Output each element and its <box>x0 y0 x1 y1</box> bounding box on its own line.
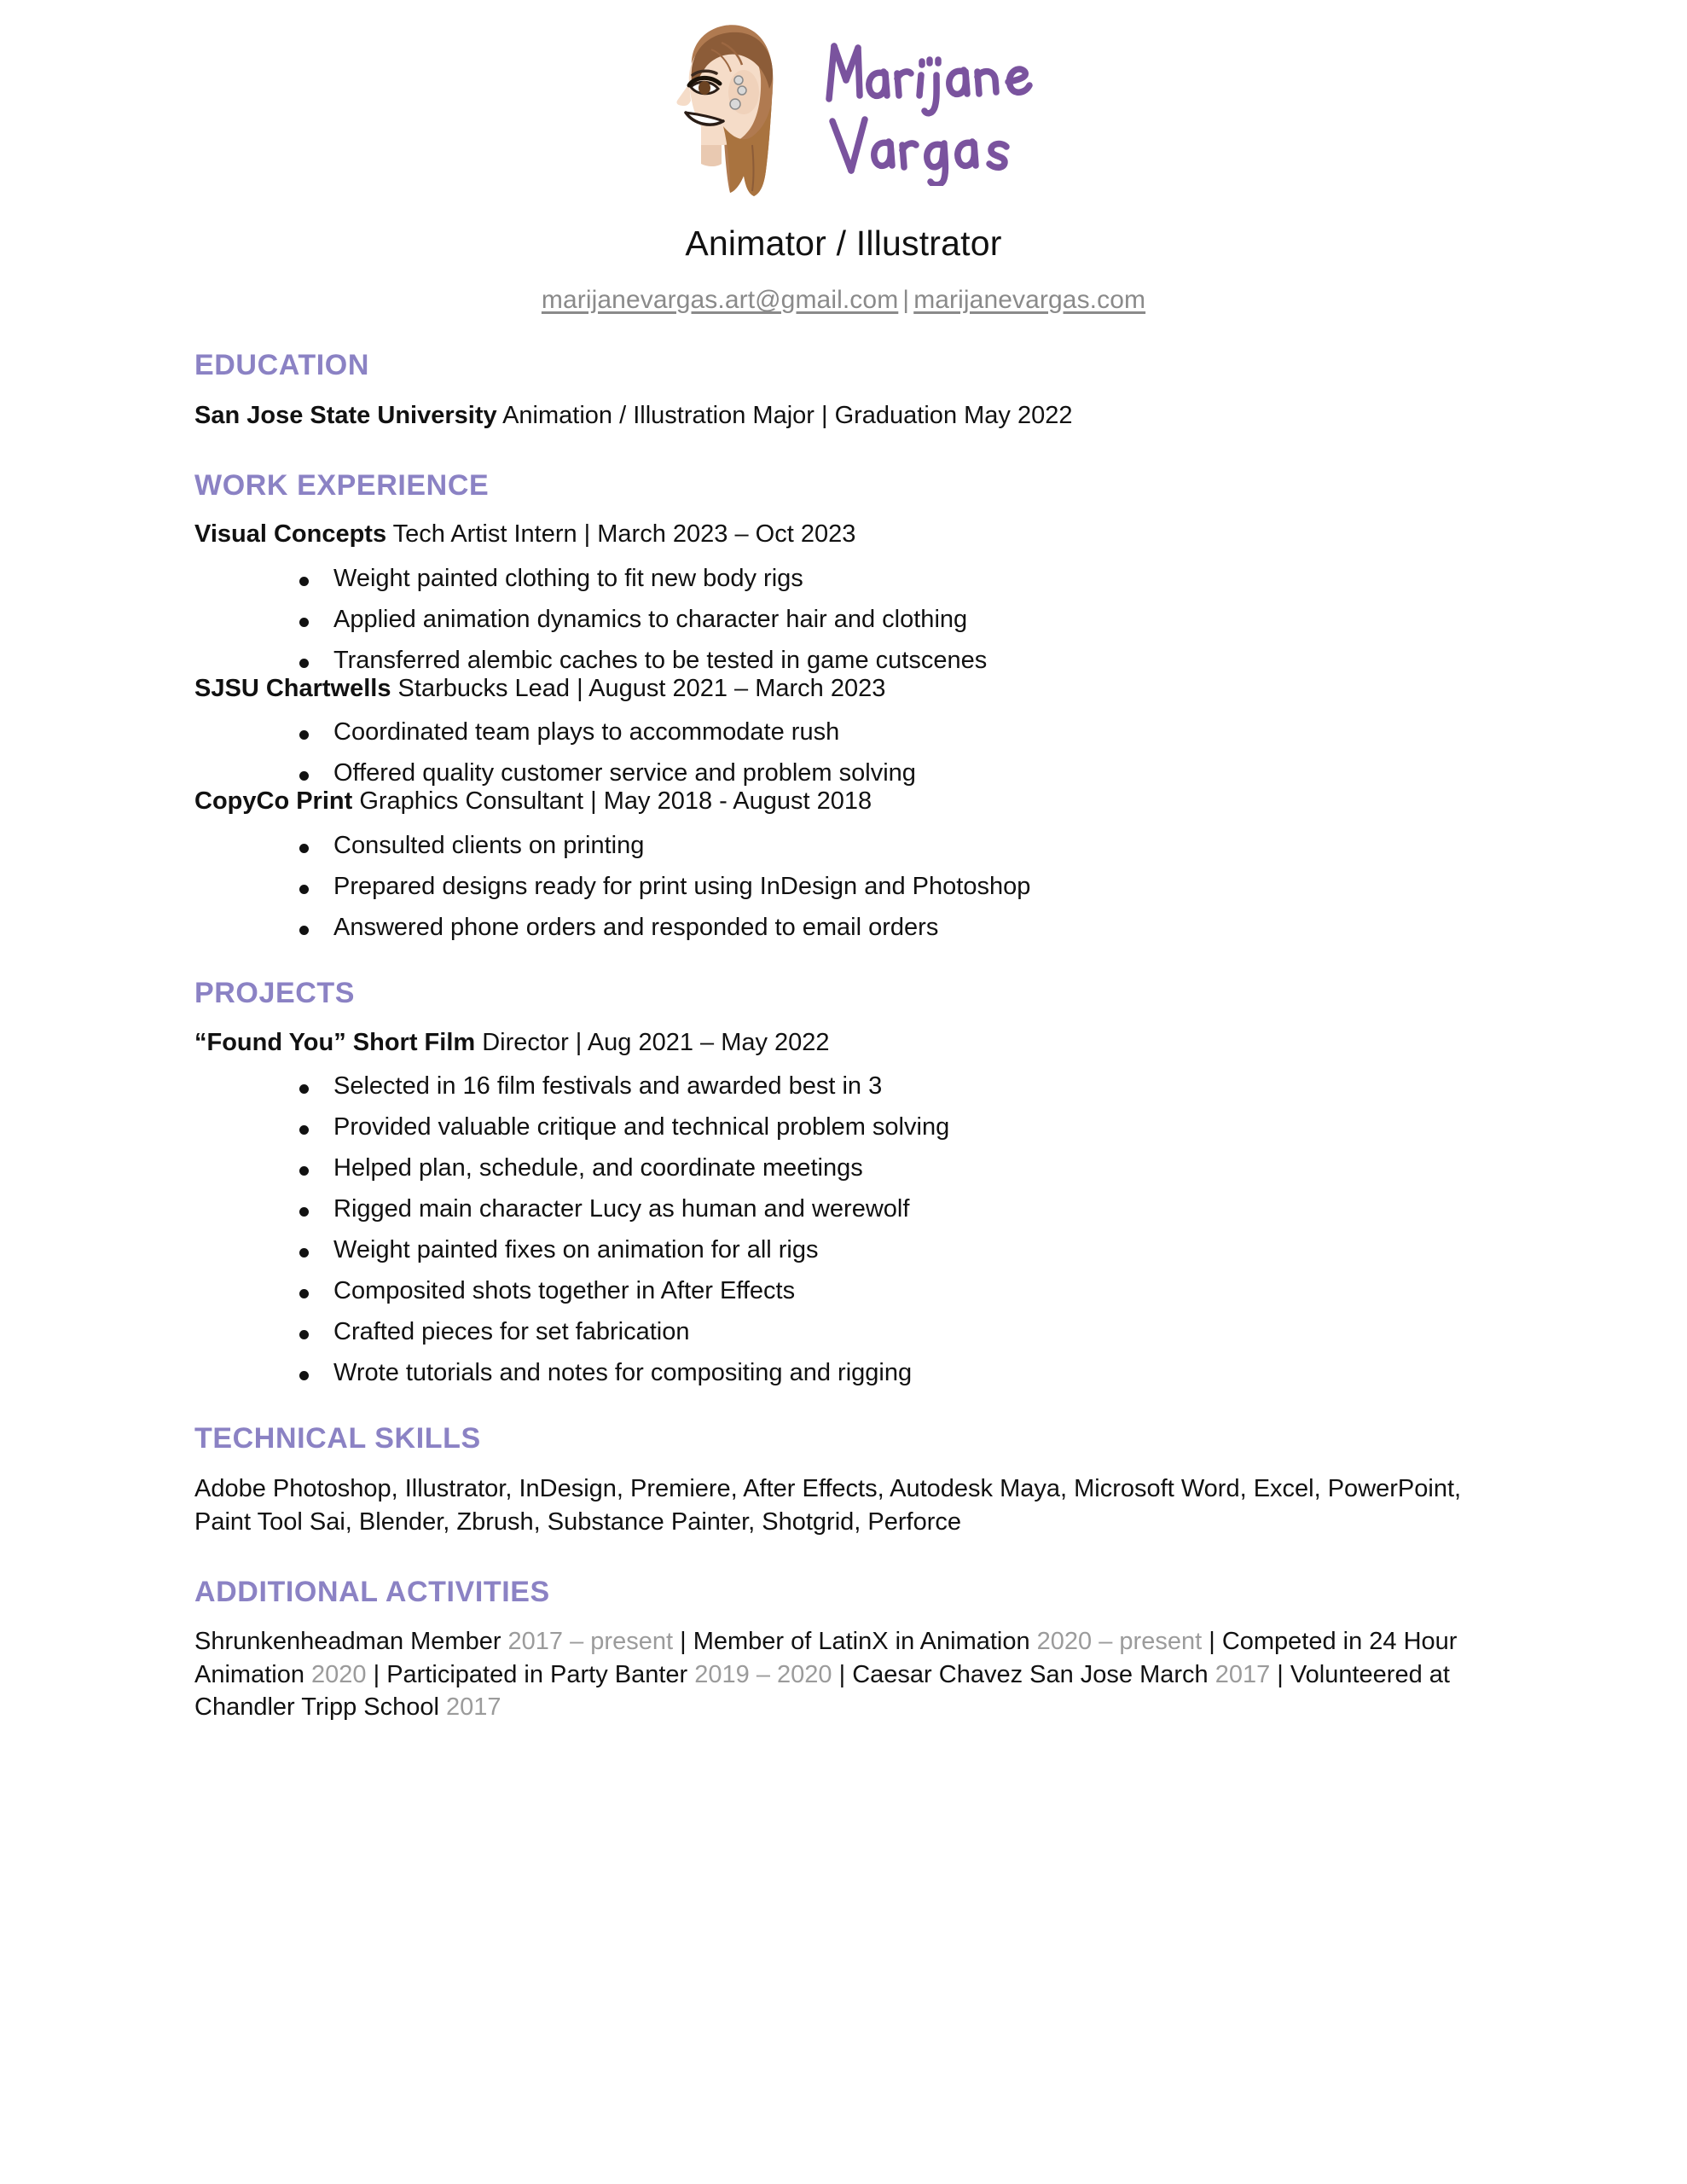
activity-label: Volunteered at Chandler Tripp School <box>194 1660 1450 1722</box>
job-details: Starbucks Lead | August 2021 – March 2023 <box>391 674 886 702</box>
education-entry <box>194 400 1493 433</box>
activity-label: Competed in 24 Hour Animation <box>194 1628 1458 1688</box>
job-entry <box>194 519 1493 673</box>
list-item: Transferred alembic caches to be tested in game cutscenes <box>295 648 1493 673</box>
project-entry <box>194 1027 1493 1386</box>
education-details: Animation / Illustration Major | Graduation May 2022 <box>496 401 1073 429</box>
job-title-line <box>194 519 1493 551</box>
activity-separator: | <box>832 1660 853 1688</box>
signature-name-icon <box>820 32 1042 186</box>
activity-label: Shrunkenheadman Member <box>194 1628 508 1656</box>
job-company: Visual Concepts <box>194 520 387 549</box>
project-title-line <box>194 1027 1493 1060</box>
list-item: Answered phone orders and responded to email orders <box>295 915 1493 940</box>
section-education <box>194 350 1493 433</box>
list-item: Rigged main character Lucy as human and werewolf <box>295 1197 1493 1222</box>
additional-activities-text <box>194 1625 1493 1724</box>
email-link[interactable]: marijanevargas.art@gmail.com <box>541 286 899 315</box>
job-title-line <box>194 673 1493 706</box>
activity-separator: | <box>673 1628 693 1656</box>
section-additional-activities <box>194 1577 1493 1724</box>
portrait-illustration-icon <box>645 17 798 200</box>
activity-date: 2017 <box>1215 1660 1271 1688</box>
section-heading-additional-activities: ADDITIONAL ACTIVITIES <box>194 1575 550 1608</box>
activity-date: 2020 – present <box>1036 1628 1203 1656</box>
activity-label: Participated in Party Banter <box>386 1660 695 1688</box>
list-item: Prepared designs ready for print using InDesign and Photoshop <box>295 874 1493 899</box>
list-item: Consulted clients on printing <box>295 834 1493 858</box>
job-entry <box>194 673 1493 787</box>
job-bullet-list <box>194 720 1493 786</box>
activity-date: 2019 – 2020 <box>694 1660 832 1688</box>
job-details: Graphics Consultant | May 2018 - August 2018 <box>352 787 872 816</box>
name-logo <box>194 9 1493 209</box>
job-entry <box>194 786 1493 940</box>
contact-separator: | <box>902 286 910 315</box>
project-bullet-list <box>194 1074 1493 1385</box>
list-item: Wrote tutorials and notes for compositing and rigging <box>295 1361 1493 1385</box>
activity-date: 2017 – present <box>507 1628 674 1656</box>
activity-label: Caesar Chavez San Jose March <box>852 1660 1215 1688</box>
job-company: SJSU Chartwells <box>194 674 391 702</box>
project-name: “Found You” Short Film <box>194 1028 476 1056</box>
activity-date: 2017 <box>446 1693 501 1722</box>
list-item: Offered quality customer service and problem solving <box>295 761 1493 786</box>
section-technical-skills <box>194 1423 1493 1539</box>
section-heading-work-experience: WORK EXPERIENCE <box>194 468 490 502</box>
project-details: Director | Aug 2021 – May 2022 <box>475 1028 830 1056</box>
activity-date: 2020 <box>311 1660 367 1688</box>
activity-separator: | <box>1202 1628 1222 1656</box>
section-work-experience <box>194 470 1493 940</box>
section-heading-technical-skills: TECHNICAL SKILLS <box>194 1422 481 1455</box>
resume-header <box>194 0 1493 316</box>
technical-skills-text: Adobe Photoshop, Illustrator, InDesign, Premiere, After Effects, Autodesk Maya, Microsoft Word, Excel, PowerPoint, Paint Tool Sai, Blender, Zbrush, Substance Painter, Shotgrid, Perforce <box>194 1474 1462 1536</box>
list-item: Crafted pieces for set fabrication <box>295 1320 1493 1345</box>
list-item: Provided valuable critique and technical problem solving <box>295 1115 1493 1140</box>
job-bullet-list <box>194 566 1493 673</box>
section-heading-education: EDUCATION <box>194 348 369 381</box>
job-title-line <box>194 786 1493 818</box>
section-heading-projects: PROJECTS <box>194 977 356 1010</box>
education-school: San Jose State University <box>194 401 497 429</box>
website-link[interactable]: marijanevargas.com <box>913 286 1146 315</box>
list-item: Applied animation dynamics to character hair and clothing <box>295 607 1493 632</box>
list-item: Helped plan, schedule, and coordinate meetings <box>295 1156 1493 1181</box>
list-item: Weight painted fixes on animation for all rigs <box>295 1238 1493 1263</box>
list-item: Coordinated team plays to accommodate rush <box>295 720 1493 745</box>
list-item: Composited shots together in After Effects <box>295 1279 1493 1304</box>
contact-line <box>194 286 1493 316</box>
list-item: Selected in 16 film festivals and awarded best in 3 <box>295 1074 1493 1099</box>
list-item: Weight painted clothing to fit new body rigs <box>295 566 1493 591</box>
activity-separator: | <box>366 1660 387 1688</box>
activity-label: Member of LatinX in Animation <box>693 1628 1037 1656</box>
job-company: CopyCo Print <box>194 787 353 816</box>
job-details: Tech Artist Intern | March 2023 – Oct 2023 <box>386 520 856 549</box>
section-projects <box>194 978 1493 1385</box>
page-title: Animator / Illustrator <box>685 224 1002 263</box>
job-bullet-list <box>194 834 1493 940</box>
activity-separator: | <box>1270 1660 1290 1688</box>
